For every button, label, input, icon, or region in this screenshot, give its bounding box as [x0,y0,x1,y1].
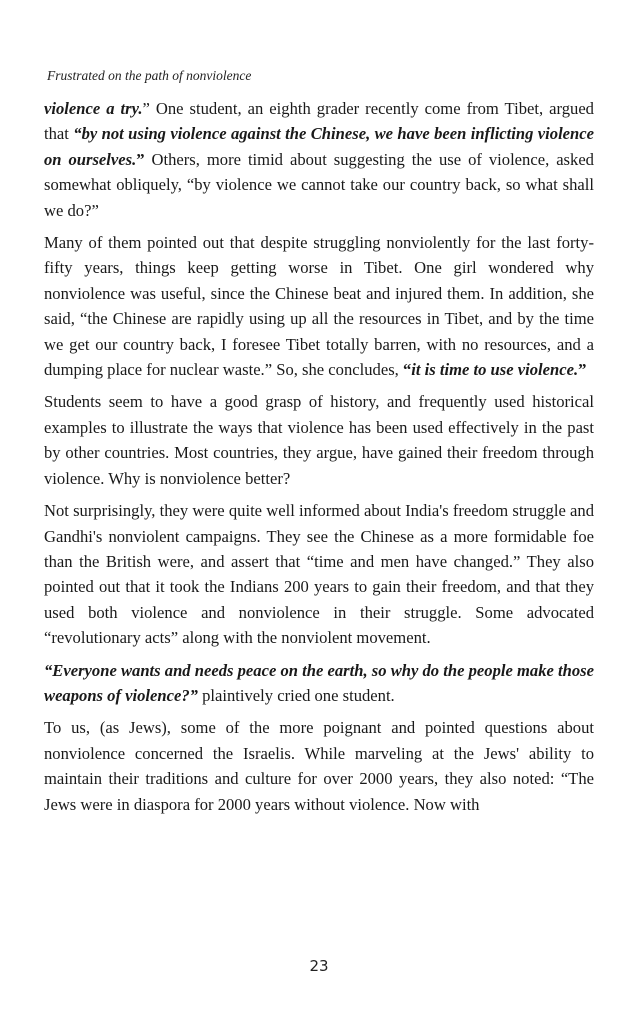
text-segment: ” [136,149,145,169]
paragraph-2 [44,230,594,382]
paragraph-5 [44,658,594,709]
text-segment: ” One student, an eighth grader recently come from Tibet, argued that [44,99,594,144]
text-segment: To us, (as Jews), some of the more poignant and pointed questions about nonviolence concerned the Israelis. While marveling at the Jews' ability to maintain their traditions and culture for over 2000 years, they also noted: “The Jews were in diaspora for 2000 years without violence. Now with [44,718,594,814]
text-segment: Others, more timid about suggesting the use of violence, asked somewhat obliquely, “by violence we cannot take our country back, so what shall we do?” [44,149,594,220]
text-segment: “ [402,360,412,380]
paragraph-1 [44,96,594,223]
paragraph-4 [44,498,594,650]
body-text [44,96,594,824]
text-segment: ” [578,360,587,380]
text-segment: Many of them pointed out that despite struggling nonviolently for the last forty-fifty years, things keep getting worse in Tibet. One girl wondered why nonviolence was useful, since the Chinese beat and injured them. In addition, she said, “the Chinese are rapidly using up all the resources in Tibet, and by the time we get our country back, I foresee Tibet totally barren, with no resources, and a dumping place for nuclear waste.” So, she concludes, [44,233,594,380]
paragraph-3 [44,389,594,491]
text-segment: “Everyone wants and needs peace on the earth, so why do the people make those weapons of violence?” [44,660,594,705]
text-segment: “by not using violence against the Chinese, we have been inflicting violence on ourselves. [44,124,595,169]
paragraph-6 [44,715,594,817]
text-segment: Students seem to have a good grasp of history, and frequently used historical examples to illustrate the ways that violence has been used effectively in the past by other countries. Most countries, they argue, have gained their freedom through violence. Why is nonviolence better? [44,392,594,488]
text-segment: violence a try. [44,99,143,118]
page-number: 23 [309,957,329,975]
running-header: Frustrated on the path of nonviolence [47,68,252,83]
text-segment: Not surprisingly, they were quite well informed about India's freedom struggle and Gandhi's nonviolent campaigns. They see the Chinese as a more formidable foe than the British were, and assert that “time and men have changed.” They also pointed out that it took the Indians 200 years to gain their freedom, and that they used both violence and nonviolence in their struggle. Some advocated “revolutionary acts” along with the nonviolent movement. [44,501,594,648]
text-segment: plaintively cried one student. [197,685,395,705]
text-segment: it is time to use violence. [411,360,579,380]
